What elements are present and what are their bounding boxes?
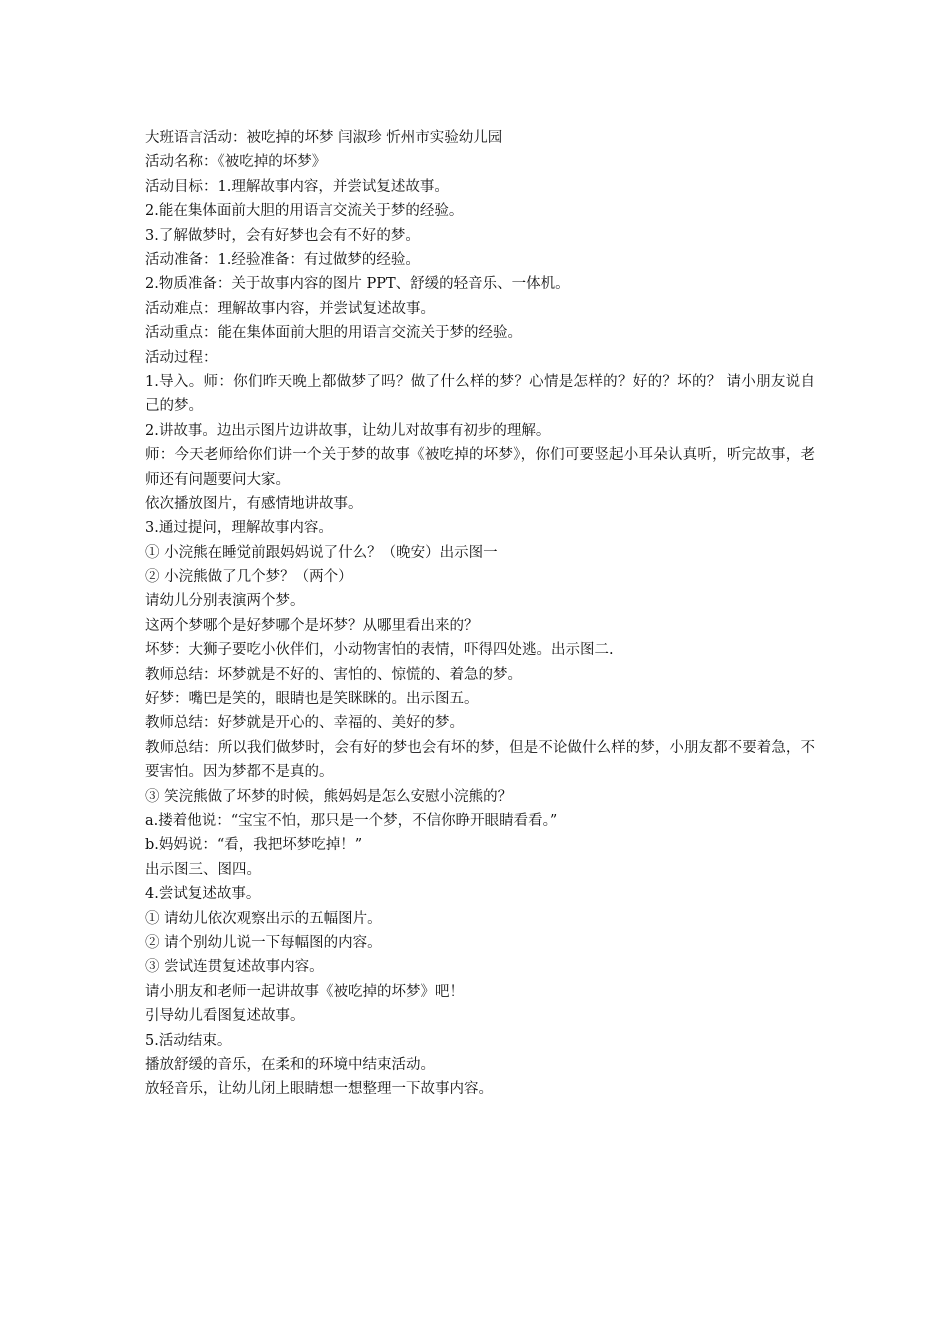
answer-a: a.搂着他说：“宝宝不怕，那只是一个梦，不信你睁开眼睛看看。” [145,813,558,830]
retell-step-3: ③ 尝试连贯复述故事内容。 [145,959,324,976]
activity-difficulty: 活动难点：理解故事内容，并尝试复述故事。 [145,300,435,317]
question-1: ① 小浣熊在睡觉前跟妈妈说了什么？（晚安）出示图一 [145,544,498,561]
guide-retell: 引导幼儿看图复述故事。 [145,1008,305,1025]
perform-dreams: 请幼儿分别表演两个梦。 [145,593,305,610]
process-step-end: 5.活动结束。 [145,1032,232,1049]
question-2: ② 小浣熊做了几个梦？（两个） [145,569,353,586]
document-title: 大班语言活动：被吃掉的坏梦 闫淑珍 忻州市实验幼儿园 [145,130,503,146]
closing: 放轻音乐，让幼儿闭上眼睛想一想整理一下故事内容。 [145,1081,493,1098]
bad-dream: 坏梦：大狮子要吃小伙伴们，小动物害怕的表情，吓得四处逃。出示图二. [145,642,614,659]
process-step-questions: 3.通过提问，理解故事内容。 [145,520,333,537]
activity-name: 活动名称：《被吃掉的坏梦》 [145,154,327,171]
summary-overall: 教师总结：所以我们做梦时，会有好的梦也会有坏的梦，但是不论做什么样的梦，小朋友都不要着急，不要害怕。因为梦都不是真的。 [145,739,815,781]
preparation-materials: 2.物质准备：关于故事内容的图片 PPT、舒缓的轻音乐、一体机。 [145,276,570,293]
process-step-storytelling: 2.讲故事。边出示图片边讲故事，让幼儿对故事有初步的理解。 [145,422,551,439]
process-step-intro: 1.导入。师：你们昨天晚上都做梦了吗？做了什么样的梦？心情是怎样的？好的？坏的？ 请小朋友说自己的梦。 [145,373,815,415]
retell-step-1: ① 请幼儿依次观察出示的五幅图片。 [145,910,382,927]
play-pictures: 依次播放图片，有感情地讲故事。 [145,495,363,512]
preparation-experience: 活动准备：1.经验准备：有过做梦的经验。 [145,251,420,268]
activity-focus: 活动重点：能在集体面前大胆的用语言交流关于梦的经验。 [145,325,522,342]
question-3: ③ 笑浣熊做了坏梦的时候，熊妈妈是怎么安慰小浣熊的？ [145,788,513,805]
tell-together: 请小朋友和老师一起讲故事《被吃掉的坏梦》吧！ [145,983,464,1000]
retell-step-2: ② 请个别幼儿说一下每幅图的内容。 [145,934,382,951]
good-dream: 好梦：嘴巴是笑的，眼睛也是笑眯眯的。出示图五。 [145,691,479,708]
activity-goal-2: 2.能在集体面前大胆的用语言交流关于梦的经验。 [145,203,464,220]
which-dream: 这两个梦哪个是好梦哪个是坏梦？从哪里看出来的？ [145,617,479,634]
play-music: 播放舒缓的音乐，在柔和的环境中结束活动。 [145,1056,435,1073]
document-body [145,126,815,1102]
answer-b: b.妈妈说：“看，我把坏梦吃掉！” [145,837,363,854]
activity-process-heading: 活动过程： [145,349,218,366]
activity-goal-1: 活动目标：1.理解故事内容，并尝试复述故事。 [145,178,449,195]
process-step-retell: 4.尝试复述故事。 [145,886,261,903]
activity-goal-3: 3.了解做梦时，会有好梦也会有不好的梦。 [145,227,420,244]
summary-good-dream: 教师总结：好梦就是开心的、幸福的、美好的梦。 [145,715,464,732]
teacher-speech: 师：今天老师给你们讲一个关于梦的故事《被吃掉的坏梦》，你们可要竖起小耳朵认真听，听完故事，老师还有问题要问大家。 [145,447,815,488]
show-pictures: 出示图三、图四。 [145,861,261,878]
summary-bad-dream: 教师总结：坏梦就是不好的、害怕的、惊慌的、着急的梦。 [145,666,522,683]
